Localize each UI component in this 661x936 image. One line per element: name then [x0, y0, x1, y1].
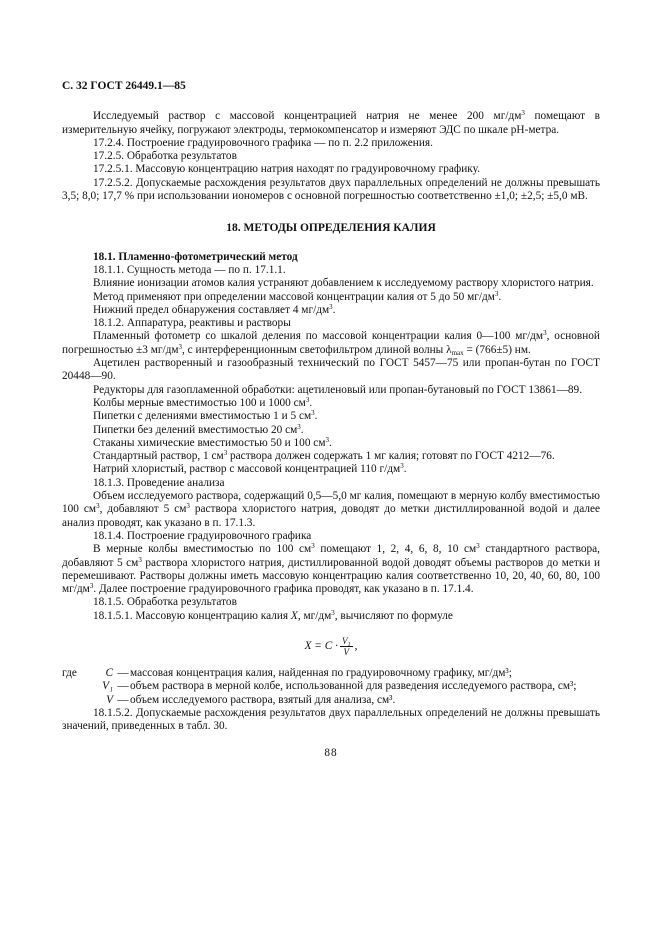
- page-header: С. 32 ГОСТ 26449.1—85: [62, 80, 186, 92]
- paragraph-sodium-chloride: [62, 463, 600, 476]
- text: раствора хлористого натрия, доводят до метки дистиллированной водой и далее анализ проводят, как указано в п. 17.1.3.: [62, 503, 601, 529]
- text: помещают 1, 2, 4, 6, 8, 10 см: [314, 543, 477, 556]
- superscript: 3: [311, 409, 315, 418]
- definition-v: объем исследуемого раствора, взятый для анализа, см³.: [130, 693, 396, 706]
- text: = (766±5) нм.: [463, 343, 531, 356]
- text: Пипетки с делениями вместимостью 1 и 5 см: [93, 410, 312, 423]
- text: В мерные колбы вместимостью по 100 см: [93, 543, 312, 556]
- paragraph-beakers: [62, 437, 600, 450]
- paragraph-18-1-5-2: 18.1.5.2. Допускаемые расхождения результатов двух параллельных определений не должны превышать значений, приведенных в табл. 30.: [62, 706, 600, 733]
- paragraph-calibration: [62, 543, 600, 596]
- page-number: 88: [324, 747, 338, 760]
- subscript: max: [451, 348, 464, 357]
- paragraph-17-2-5-1: 17.2.5.1. Массовую концентрацию натрия находят по градуировочному графику.: [93, 163, 480, 176]
- superscript: 3: [311, 542, 315, 551]
- superscript: 3: [96, 502, 100, 511]
- text: Объем исследуемого раствора, содержащий 0,5—5,0 мг калия, помещают в мерную колбу вместимостью 100 см: [62, 490, 600, 516]
- text: .: [300, 423, 304, 436]
- symbol-c: C: [105, 666, 113, 679]
- text: .: [309, 396, 313, 409]
- subsection-title: 18.1. Пламенно-фотометрический метод: [93, 250, 298, 263]
- paragraph-18-1-5-1: [62, 610, 600, 623]
- superscript: 3: [543, 329, 547, 338]
- paragraph-pipettes: [62, 424, 600, 437]
- paragraph-18-1-3: 18.1.3. Проведение анализа: [93, 476, 225, 489]
- paragraph-17-2-5: 17.2.5. Обработка результатов: [93, 150, 237, 163]
- fraction-denominator: V: [343, 647, 349, 658]
- superscript: 3: [89, 582, 94, 591]
- text: .: [403, 463, 407, 476]
- definition-v1: объем раствора в мерной колбе, использованной для разведения исследуемого раствора, см³;: [130, 680, 577, 693]
- section-title: 18. МЕТОДЫ ОПРЕДЕЛЕНИЯ КАЛИЯ: [226, 222, 436, 235]
- superscript: 3: [476, 542, 480, 551]
- superscript: 3: [521, 109, 525, 118]
- superscript: 3: [186, 502, 190, 511]
- paragraph-18-1-2: 18.1.2. Аппаратура, реактивы и растворы: [93, 317, 291, 330]
- formula-fraction: [340, 636, 353, 657]
- text: .: [498, 290, 502, 303]
- superscript: 3: [494, 289, 499, 298]
- where-symbol: [62, 667, 116, 680]
- paragraph-ionization: Влияние ионизации атомов калия устраняют добавлением к исследуемому раствору хлористого натрия.: [93, 277, 594, 290]
- superscript: 3: [138, 555, 142, 564]
- text: , мг/дм: [297, 609, 332, 622]
- dash: —: [117, 693, 129, 706]
- text: , добавляют 5 см: [99, 503, 187, 516]
- text: Стандартный раствор, 1 см: [93, 450, 224, 463]
- document-page: [62, 80, 600, 761]
- text: Колбы мерные вместимостью 100 и 1000 см: [93, 396, 306, 409]
- formula: [62, 635, 600, 659]
- paragraph-range: [62, 291, 600, 304]
- paragraph-reducers: Редукторы для газопламенной обработки: ацетиленовый или пропан-бутановый по ГОСТ 13861—89.: [93, 383, 583, 396]
- definition-c: массовая концентрация калия, найденная по градуировочному графику, мг/дм³;: [130, 666, 512, 679]
- paragraph-pipettes-graduated: [62, 410, 600, 423]
- text: . Далее построение градуировочного графика проводят, как указано в п. 17.1.4.: [93, 583, 474, 596]
- text: Метод применяют при определении массовой концентрации калия от 5 до 50 мг/дм: [93, 290, 495, 303]
- text: .: [328, 436, 332, 449]
- paragraph-sodium-solution: [62, 110, 600, 137]
- text: помещают в измерительную ячейку, погружают электроды, термокомпенсатор и измеряют ЭДС по шкале pH-метра.: [62, 110, 600, 136]
- paragraph-analysis-volume: [62, 490, 600, 530]
- symbol-v1: V₁: [102, 680, 113, 693]
- paragraph-flasks: [62, 397, 600, 410]
- variable-definitions: [62, 667, 600, 707]
- paragraph-17-2-4: 17.2.4. Построение градуировочного графика — по п. 2.2 приложения.: [93, 136, 433, 149]
- paragraph-17-2-5-2: 17.2.5.2. Допускаемые расхождения результатов двух параллельных определений не должны превышать 3,5; 8,0; 17,7 % при использовании иономеров с основной погрешностью соответственно ±1,0; ±2,5; ±5,0 мВ.: [62, 176, 600, 203]
- superscript: 3: [400, 462, 404, 471]
- text: Пипетки без делений вместимостью 20 см: [93, 423, 298, 436]
- text: стандартного раствора, добавляют 5 см: [62, 543, 601, 569]
- text: , основной погрешностью ±3 мг/дм: [62, 330, 600, 356]
- text: , с интерференционным светофильтром длиной волны λ: [182, 343, 452, 356]
- text: , вычисляют по формуле: [334, 609, 453, 622]
- text: раствора должен содержать 1 мг калия; готовят по ГОСТ 4212—76.: [227, 450, 555, 463]
- superscript: 3: [223, 449, 228, 458]
- text: 18.1.5.1. Массовую концентрацию калия: [93, 609, 291, 622]
- text: Стаканы химические вместимостью 50 и 100 см: [93, 436, 326, 449]
- paragraph-18-1-4: 18.1.4. Построение градуировочного графика: [93, 529, 312, 542]
- dash: —: [117, 680, 129, 693]
- paragraph-acetylene: Ацетилен растворенный и газообразный технический по ГОСТ 5457—75 или пропан-бутан по ГОСТ 20448—90.: [62, 357, 600, 383]
- text: .: [314, 410, 318, 423]
- text: Нижний предел обнаружения составляет 4 мг/дм: [93, 303, 330, 316]
- formula-lhs: X = C ·: [304, 640, 338, 653]
- text: Натрий хлористый, раствор с массовой концентрацией 110 г/дм: [93, 463, 401, 476]
- text: .: [332, 303, 336, 316]
- paragraph-standard-solution: [62, 450, 600, 463]
- superscript: 3: [329, 302, 333, 311]
- dash: —: [117, 666, 129, 679]
- text: раствора хлористого натрия, дистиллированной водой доводят объемы растворов до метки и перемешивают. Растворы должны иметь массовую концентрацию калия соответственно 10, 20, 40, 60, 80, 100 мг/дм: [62, 556, 600, 596]
- paragraph-photometer: [62, 330, 600, 357]
- superscript: 3: [331, 608, 335, 617]
- paragraph-detection-limit: [62, 304, 600, 317]
- paragraph-18-1-1: 18.1.1. Сущность метода — по п. 17.1.1.: [93, 263, 286, 276]
- text: Исследуемый раствор с массовой концентрацией натрия не менее 200 мг/дм: [93, 110, 522, 123]
- superscript: 3: [305, 395, 310, 404]
- formula-tail: ,: [354, 640, 358, 653]
- superscript: 3: [297, 422, 301, 431]
- variable-x: X: [290, 609, 298, 622]
- text: Пламенный фотометр со шкалой деления по массовой концентрации калия 0—100 мг/дм: [93, 330, 544, 343]
- superscript: 3: [178, 342, 183, 351]
- symbol-v: V: [106, 693, 113, 706]
- paragraph-18-1-5: 18.1.5. Обработка результатов: [93, 596, 237, 609]
- where-label: где: [62, 666, 77, 679]
- superscript: 3: [325, 435, 329, 444]
- fraction-numerator: V₁: [341, 636, 351, 647]
